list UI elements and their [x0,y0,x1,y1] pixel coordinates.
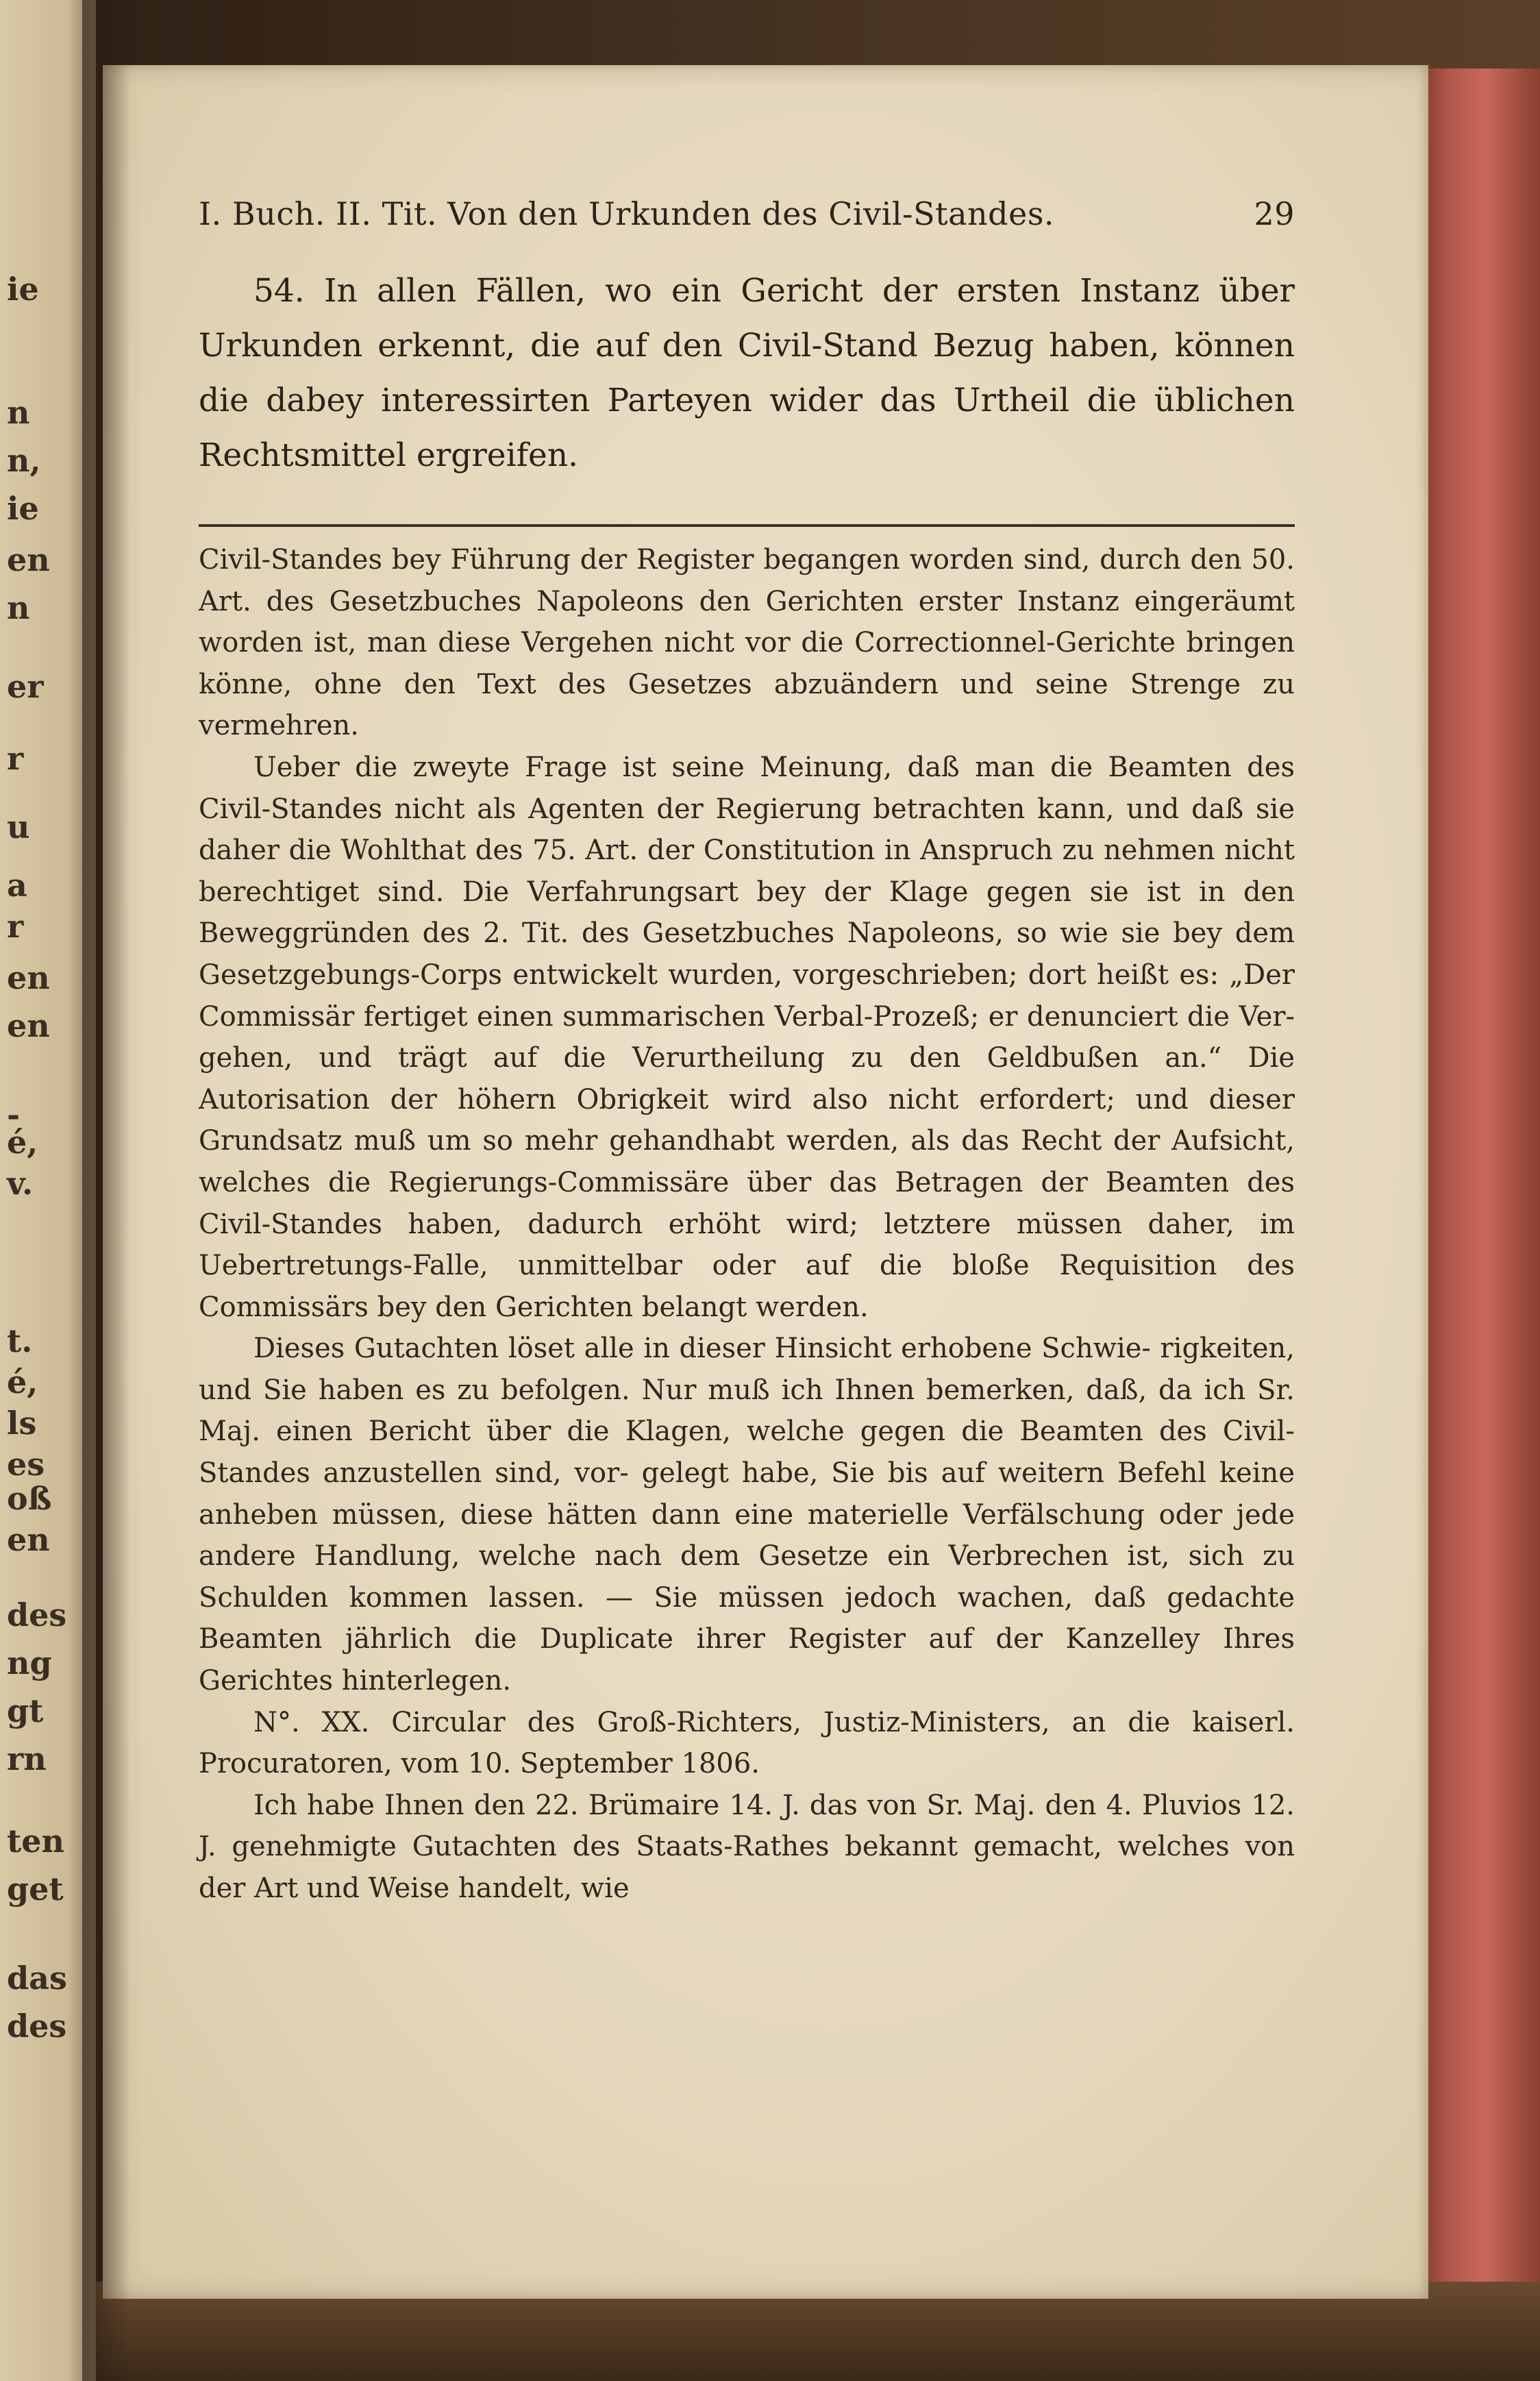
spine-shadow [82,0,130,2381]
left-page-fragment: a [7,867,27,904]
left-page-fragment: v. [7,1165,34,1202]
book-cover-edge [1418,69,1540,2302]
left-page-fragment: en [7,1007,50,1044]
footnote-paragraph: Ich habe Ihnen den 22. Brümaire 14. J. das von Sr. Maj. den 4. Pluvios 12. J. genehmigte Gutachten des Staats-Rathes bekannt gemacht, welches von der Art und Weise handelt, wie [199,1789,1295,1904]
left-page-fragment: ie [7,271,39,308]
left-page-fragment: u [7,809,30,846]
left-page-fragment: n [7,589,30,626]
left-page-fragment: en [7,541,50,578]
footnote-paragraph: N°. XX. Circular des Groß-Richters, Justiz-Ministers, an die kaiserl. Procuratoren, vom 10. September 1806. [199,1706,1295,1780]
right-page [103,65,1428,2299]
left-page-fragment: das [7,1960,67,1997]
left-page-text-fragments [0,0,75,2381]
left-page-fragment: es [7,1446,45,1483]
left-page-fragment: é, [7,1364,38,1401]
left-page-fragment: n, [7,442,41,479]
running-head-title: I. Buch. II. Tit. Von den Urkunden des Civil-Standes. [199,195,1055,232]
left-page-fragment: ie [7,490,39,527]
left-page-fragment: rn [7,1740,47,1777]
left-page-fragment: r [7,740,24,777]
left-page-fragment: oß [7,1480,52,1517]
footnote-paragraph: Civil-Standes bey Führung der Register begangen worden sind, durch den 50. Art. des Gesetzbuches Napoleons den Gerichten erster Instanz eingeräumt worden ist, man diese Vergehen nicht vor die Correctionnel-Gerichte bringen könne, ohne den Text des Gesetzes abzuändern und seine Strenge zu vermehren. [199,544,1295,742]
left-page-fragment: n [7,394,30,431]
footnote-paragraph: Ueber die zweyte Frage ist seine Meinung, daß man die Beamten des Civil-Standes nicht als Agenten der Regierung betrachten kann, und daß sie daher die Wohlthat des 75. Art. der Constitution in Anspruch zu nehmen nicht berechtiget sind. Die Verfahrungsart bey der Klage gegen sie ist in den Beweggründen des 2. Tit. des Gesetzbuches Napoleons, so wie sie bey dem Gesetzgebungs-Corps entwickelt wurden, vorgeschrieben; dort heißt es: „Der Commissär fertiget einen summarischen Verbal-Prozeß; er denunciert die Ver- gehen, und trägt auf die Verurtheilung zu den Geldbußen an.“ Die Autorisation der höhern Obrigkeit wird also nicht erfordert; und dieser Grundsatz muß um so mehr gehandhabt werden, als das Recht der Aufsicht, welches die Regierungs-Commissäre über das Betragen der Beamten des Civil-Standes haben, dadurch erhöht wird; letztere müssen daher, im Uebertretungs-Falle, unmittelbar oder auf die bloße Requisition des Commissärs bey den Gerichten belangt werden. [199,751,1295,1323]
main-paragraph: 54. In allen Fällen, wo ein Gericht der ersten Instanz über Urkunden erkennt, die auf den Civil-Stand Bezug haben, können die dabey interessirten Parteyen wider das Urtheil die üblichen Rechtsmittel ergreifen. [199,272,1295,474]
left-page-fragment: r [7,908,24,945]
left-page-fragment: ls [7,1405,37,1442]
page-content [199,195,1295,1910]
left-page-fragment: - [7,1096,21,1133]
left-page-fragment: en [7,959,50,996]
left-page-fragment: t. [7,1322,33,1359]
left-page-fragment: ten [7,1823,64,1860]
left-page-fragment: gt [7,1692,44,1729]
left-page-fragment: é, [7,1124,38,1161]
left-page-fragment: des [7,1596,67,1633]
footnote-rule [199,524,1295,527]
page-number: 29 [1254,195,1295,232]
left-page [0,0,96,2381]
footnote-paragraph: Dieses Gutachten löset alle in dieser Hinsicht erhobene Schwie- rigkeiten, und Sie haben es zu befolgen. Nur muß ich Ihnen bemerken, daß, da ich Sr. Maj. einen Bericht über die Klagen, welche gegen die Beamten des Civil-Standes anzustellen sind, vor- gelegt habe, Sie bis auf weitern Befehl keine anheben müssen, diese hätten dann eine materielle Verfälschung oder jede andere Handlung, welche nach dem Gesetze ein Verbrechen ist, sich zu Schulden kommen lassen. — Sie müssen jedoch wachen, daß gedachte Beamten jährlich die Duplicate ihrer Register auf der Kanzelley Ihres Gerichtes hinterlegen. [199,1333,1295,1697]
left-page-fragment: ng [7,1644,52,1681]
left-page-fragment: get [7,1871,64,1908]
running-head [199,195,1295,250]
left-page-fragment: er [7,668,44,705]
left-page-fragment: en [7,1521,50,1558]
left-page-fragment: des [7,2008,67,2045]
footnote-block [199,539,1295,1910]
